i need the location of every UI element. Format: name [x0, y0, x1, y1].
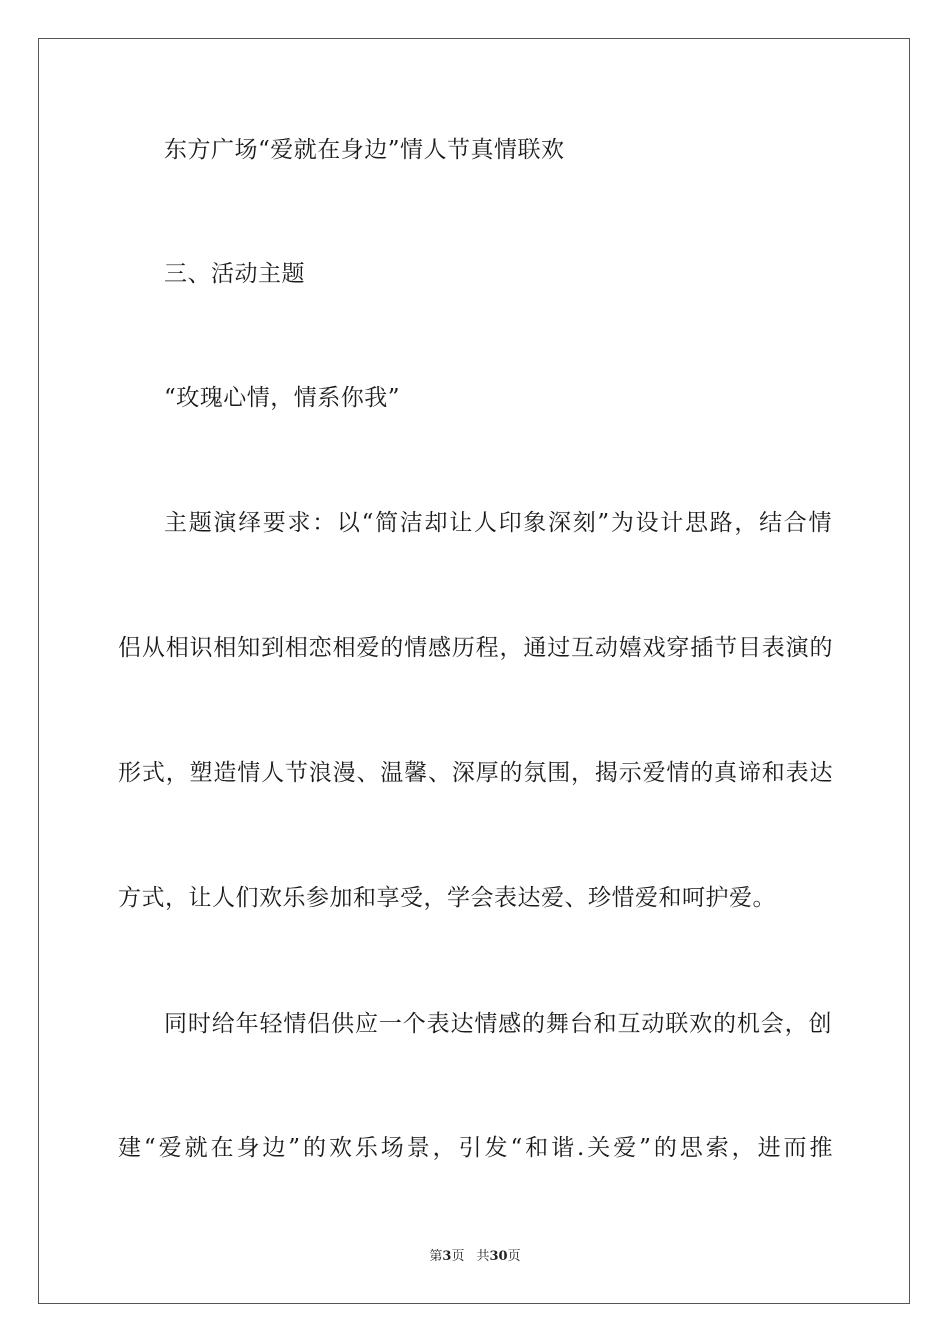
paragraph-line: 方式，让人们欢乐参加和享受，学会表达爱、珍惜爱和呵护爱。 — [118, 885, 776, 911]
paragraph-line: 主题演绎要求：以“简洁却让人印象深刻”为设计思路，结合情 — [164, 510, 832, 536]
footer-page-suffix: 页 — [451, 1249, 465, 1264]
paragraph-line: 同时给年轻情侣供应一个表达情感的舞台和互动联欢的机会，创 — [164, 1011, 832, 1037]
paragraph-line: 形式，塑造情人节浪漫、温馨、深厚的氛围，揭示爱情的真谛和表达 — [118, 760, 833, 786]
footer-total-pages: 30 — [489, 1249, 508, 1264]
page-frame — [38, 38, 910, 1304]
footer-total-suffix: 页 — [507, 1249, 521, 1264]
page-footer — [0, 1248, 950, 1266]
footer-total-prefix: 共 — [476, 1249, 490, 1264]
footer-prefix: 第 — [429, 1249, 443, 1264]
footer-page-number: 3 — [442, 1249, 452, 1264]
theme-slogan: “玫瑰心情，情系你我” — [164, 385, 401, 411]
paragraph-line: 建“爱就在身边”的欢乐场景，引发“和谐.关爱”的思索，进而推 — [118, 1135, 833, 1161]
paragraph-line: 侣从相识相知到相恋相爱的情感历程，通过互动嬉戏穿插节目表演的 — [118, 635, 833, 661]
text-line-title: 东方广场“爱就在身边”情人节真情联欢 — [164, 137, 565, 163]
section-heading: 三、活动主题 — [164, 261, 305, 287]
